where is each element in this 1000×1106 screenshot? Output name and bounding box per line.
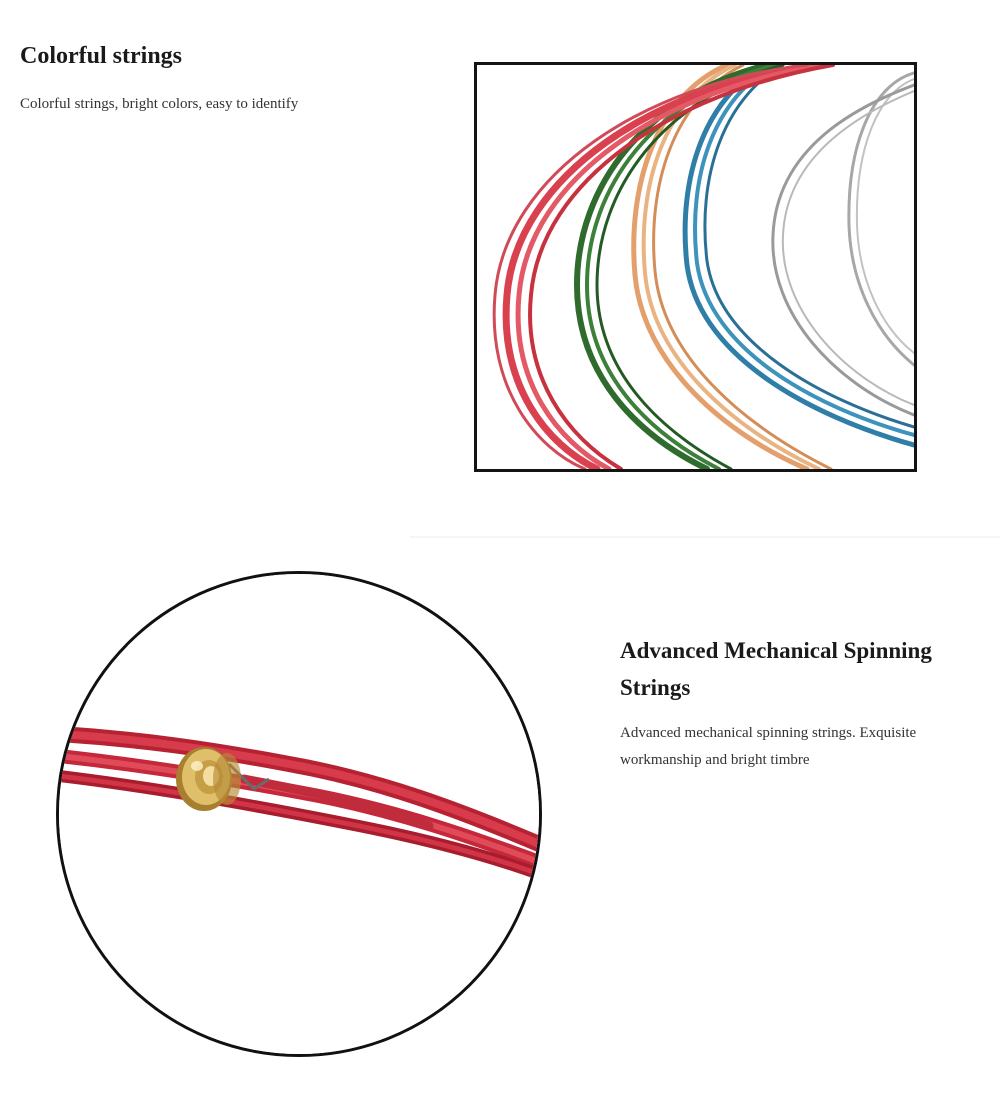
section-divider — [410, 536, 1000, 538]
brass-ball-end — [176, 747, 241, 811]
section-title-advanced-spinning: Advanced Mechanical Spinning Strings — [620, 638, 932, 700]
colored-strings-photo — [474, 62, 917, 472]
section-title-colorful-strings: Colorful strings — [20, 43, 182, 69]
section-description-advanced-spinning: Advanced mechanical spinning strings. Exquisite workmanship and bright timbre — [620, 725, 917, 768]
red-string-ball-end-photo — [56, 571, 542, 1057]
section-description-colorful-strings: Colorful strings, bright colors, easy to identify — [20, 96, 299, 112]
